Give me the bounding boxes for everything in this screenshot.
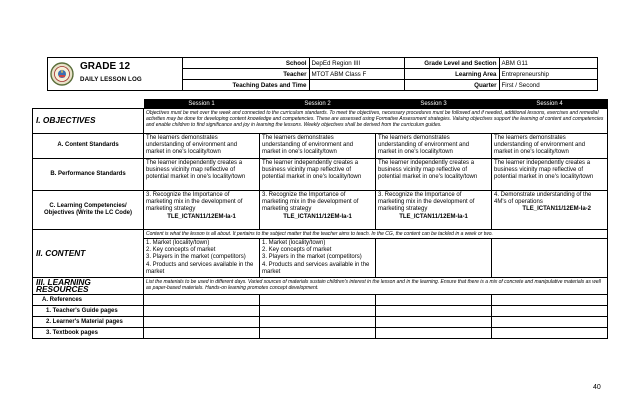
session-3-header: Session 3 (376, 100, 492, 109)
competency-text: 4. Demonstrate understanding of the 4M's of operations (494, 192, 592, 206)
lc-code: TLE_ICTAN11/12EM-Ia-2 (522, 206, 591, 213)
empty-cell (492, 306, 608, 317)
content-cell (492, 239, 608, 278)
teaching-dates-label: Teaching Dates and Time (182, 80, 309, 91)
content-cell (144, 239, 260, 278)
references-row (33, 295, 608, 306)
content-item: 3. Players in the market (competitors) (262, 254, 362, 261)
empty-cell (144, 317, 260, 328)
grade-title: GRADE 12 (80, 61, 131, 72)
objectives-title: I. OBJECTIVES (33, 109, 144, 134)
competencies-label: C. Learning Competencies/ Objectives (Write the LC Code) (33, 191, 144, 230)
teacher-value: MTOT ABM Class F (309, 69, 404, 80)
content-standards-cell: The learners demonstrates understanding of environment and market in one's locality/town (144, 134, 260, 159)
empty-cell (376, 306, 492, 317)
lc-code: TLE_ICTAN11/12EM-Ia-1 (283, 213, 352, 220)
learners-material-row (33, 317, 608, 328)
content-standards-cell: The learners demonstrates understanding of environment and market in one's locality/town (492, 134, 608, 159)
teachers-guide-row (33, 306, 608, 317)
grade-section-value: ABM G11 (499, 58, 597, 69)
empty-cell (144, 328, 260, 339)
learning-area-value: Entrepreneurship (499, 69, 597, 80)
deped-seal-icon (50, 59, 74, 89)
empty-cell (260, 306, 376, 317)
performance-standards-cell: The learner independently creates a business vicinity map reflective of potential market in one's locality/town (144, 159, 260, 191)
competency-text: 3. Recognize the Importance of marketing mix in the development of marketing strategy (146, 192, 243, 213)
content-standards-row (33, 134, 608, 159)
performance-standards-cell: The learner independently creates a business vicinity map reflective of potential market in one's locality/town (492, 159, 608, 191)
empty-cell (260, 295, 376, 306)
content-item: 4. Products and services available in the market (146, 261, 254, 275)
performance-standards-cell: The learner independently creates a business vicinity map reflective of potential market in one's locality/town (260, 159, 376, 191)
content-standards-cell: The learners demonstrates understanding of environment and market in one's locality/town (260, 134, 376, 159)
lesson-log-table (32, 99, 608, 339)
lc-code: TLE_ICTAN11/12EM-Ia-1 (167, 213, 236, 220)
empty-cell (144, 295, 260, 306)
lc-code: TLE_ICTAN11/12EM-Ia-1 (399, 213, 468, 220)
school-label: School (182, 58, 309, 69)
content-title: II. CONTENT (33, 230, 144, 278)
performance-standards-cell: The learner independently creates a business vicinity map reflective of potential market in one's locality/town (376, 159, 492, 191)
session-1-header: Session 1 (144, 100, 260, 109)
performance-standards-label: B. Performance Standards (33, 159, 144, 191)
empty-cell (492, 328, 608, 339)
content-standards-cell: The learners demonstrates understanding of environment and market in one's locality/town (376, 134, 492, 159)
resources-title: III. LEARNING RESOURCES (33, 278, 144, 295)
resources-note: List the materials to be used in different days. Varied sources of materials sustain children's interest in the lesson and in the learning. Ensure that there is a mix of concrete and manipulative materials as well as paper-based materials. Hands-on learning promotes concept development. (144, 278, 608, 295)
teachers-guide-label: 1. Teacher's Guide pages (33, 306, 144, 317)
textbook-row (33, 328, 608, 339)
school-value: DepEd Region IIII (309, 58, 404, 69)
empty-cell (144, 306, 260, 317)
content-item: 2. Key concepts of market (262, 247, 332, 254)
content-note-row (33, 230, 608, 239)
session-header-row (33, 100, 608, 109)
content-cell (260, 239, 376, 278)
empty-cell (260, 328, 376, 339)
daily-lesson-log-label: DAILY LESSON LOG (80, 76, 142, 83)
session-header-blank (33, 100, 144, 109)
references-label: A. References (33, 295, 144, 306)
content-item: 1. Market (locality/town) (262, 240, 326, 246)
content-item: 4. Products and services available in the market (262, 261, 370, 275)
header-info-table (182, 58, 597, 90)
session-2-header: Session 2 (260, 100, 376, 109)
content-item: 3. Players in the market (competitors) (146, 254, 246, 261)
quarter-value: First / Second (499, 80, 597, 91)
objectives-note: Objectives must be met over the week and connected to the curriculum standards. To meet the objectives, necessary procedures must be followed and if needed, additional lessons, exercises and remedial activities may be done for developing content knowledge and competencies. These are assessed using Formative Assessment strategies. Valuing objectives support the learning of content and competencies and enable children to find significance and joy in learning the lessons. Weekly objectives shall be derived from the curriculum guides. (144, 109, 608, 134)
empty-cell (376, 295, 492, 306)
resources-row (33, 278, 608, 295)
competencies-row (33, 191, 608, 230)
competency-cell (260, 191, 376, 230)
learners-material-label: 2. Learner's Material pages (33, 317, 144, 328)
empty-cell (376, 317, 492, 328)
textbook-label: 3. Textbook pages (33, 328, 144, 339)
learning-area-label: Learning Area (404, 69, 499, 80)
page-number: 40 (593, 384, 601, 391)
lesson-log-header (47, 57, 598, 91)
content-cell (376, 239, 492, 278)
performance-standards-row (33, 159, 608, 191)
content-note: Content is what the lesson is all about. It pertains to the subject matter that the teacher aims to teach. In the CG, the content can be tackled in a week or two. (144, 230, 608, 239)
quarter-label: Quarter (404, 80, 499, 91)
grade-box (76, 58, 183, 90)
competency-text: 3. Recognize the Importance of marketing mix in the development of marketing strategy (262, 192, 359, 213)
empty-cell (492, 317, 608, 328)
session-4-header: Session 4 (492, 100, 608, 109)
empty-cell (260, 317, 376, 328)
teacher-label: Teacher (182, 69, 309, 80)
empty-cell (376, 328, 492, 339)
content-item: 2. Key concepts of market (146, 247, 216, 254)
teaching-dates-value (309, 80, 404, 91)
content-standards-label: A. Content Standards (33, 134, 144, 159)
competency-cell (492, 191, 608, 230)
competency-text: 3. Recognize the Importance of marketing mix in the development of marketing strategy (378, 192, 475, 213)
empty-cell (492, 295, 608, 306)
grade-section-label: Grade Level and Section (404, 58, 499, 69)
competency-cell (376, 191, 492, 230)
competency-cell (144, 191, 260, 230)
objectives-row (33, 109, 608, 134)
content-item: 1. Market (locality/town) (146, 240, 210, 246)
